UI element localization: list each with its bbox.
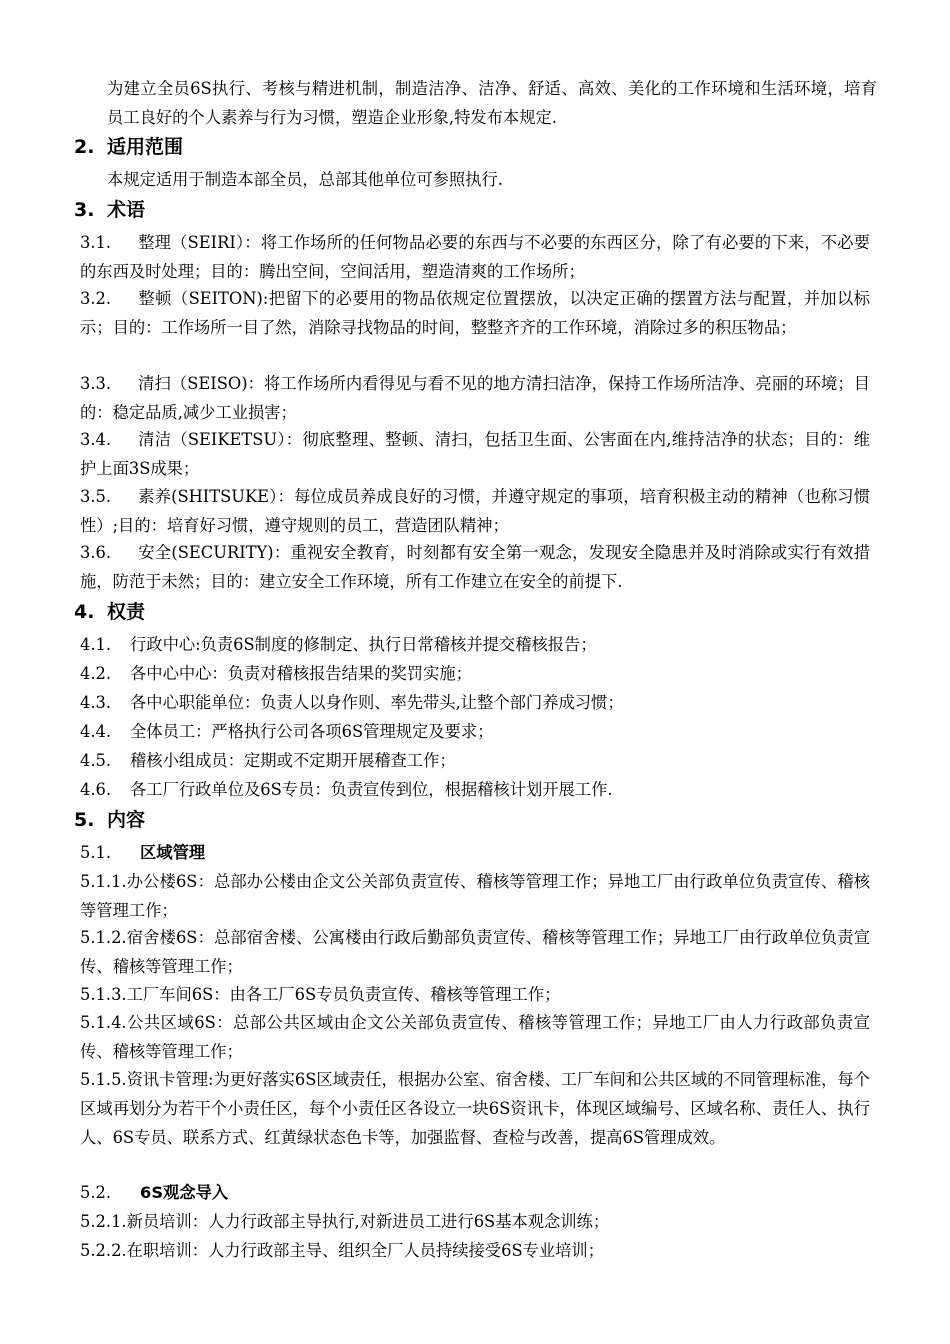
responsibility-item — [80, 659, 870, 688]
subsection-title: 区域管理 — [140, 843, 206, 862]
term-item — [80, 284, 870, 342]
term-item — [80, 369, 870, 427]
responsibility-item — [80, 717, 870, 746]
subsection-5-1-heading — [80, 838, 870, 867]
responsibility-item — [80, 775, 870, 804]
item-number: 5.1.2. — [80, 928, 127, 947]
intro-paragraph: 为建立全员6S执行、考核与精进机制，制造洁净、洁净、舒适、高效、美化的工作环境和生活环境，培育员工良好的个人素养与行为习惯，塑造企业形象,特发布本规定. — [107, 79, 877, 127]
item-text: 全体员工：严格执行公司各项6S管理规定及要求； — [130, 722, 494, 741]
content-item — [80, 867, 870, 925]
responsibility-item — [80, 688, 870, 717]
section-number: 4. — [74, 601, 95, 623]
item-text: 在职培训：人力行政部主导、组织全厂人员持续接受6S专业培训； — [126, 1241, 605, 1260]
subsection-number: 5.1. — [80, 843, 112, 862]
item-text: 清洁（SEIKETSU）：彻底整理、整顿、清扫，包括卫生面、公害面在内,维持洁净的状态；目的：维护上面3S成果； — [80, 430, 870, 478]
content-item — [80, 980, 870, 1009]
item-text: 清扫（SEISO)：将工作场所内看得见与看不见的地方清扫洁净，保持工作场所洁净、亮丽的环境；目的：稳定品质,减少工业损害； — [80, 374, 870, 422]
item-number: 3.1. — [80, 233, 112, 252]
content-item — [80, 923, 870, 981]
subsection-5-2-heading — [80, 1178, 870, 1207]
section-title: 权责 — [107, 601, 146, 623]
item-number: 5.1.4. — [80, 1013, 127, 1032]
section-title: 适用范围 — [107, 136, 184, 158]
item-text: 各中心中心：负责对稽核报告结果的奖罚实施； — [130, 664, 472, 683]
section-number: 2. — [74, 136, 95, 158]
section-number: 5. — [74, 809, 95, 831]
section-5-heading — [74, 806, 145, 834]
section-4-heading — [74, 598, 145, 626]
term-item — [80, 425, 870, 483]
item-number: 4.2. — [80, 664, 112, 683]
item-number: 4.5. — [80, 751, 112, 770]
content-item — [80, 1236, 870, 1265]
item-number: 4.6. — [80, 780, 112, 799]
item-text: 稽核小组成员：定期或不定期开展稽查工作； — [130, 751, 456, 770]
item-number: 3.2. — [80, 289, 112, 308]
section-number: 3. — [74, 199, 95, 221]
item-text: 新员培训：人力行政部主导执行,对新进员工进行6S基本观念训练； — [126, 1212, 610, 1231]
section-3-heading — [74, 196, 145, 224]
item-number: 5.1.3. — [80, 985, 127, 1004]
content-item — [80, 1008, 870, 1066]
item-text: 公共区域6S：总部公共区域由企文公关部负责宣传、稽核等管理工作；异地工厂由人力行政部负责宣传、稽核等管理工作； — [80, 1013, 870, 1061]
item-number: 3.4. — [80, 430, 112, 449]
item-text: 行政中心:负责6S制度的修制定、执行日常稽核并提交稽核报告； — [130, 635, 597, 654]
term-item — [80, 538, 870, 596]
subsection-title: 6S观念导入 — [140, 1183, 229, 1202]
section-2-heading — [74, 133, 183, 161]
item-text: 各中心职能单位：负责人以身作则、率先带头,让整个部门养成习惯； — [130, 693, 624, 712]
item-text: 各工厂行政单位及6S专员：负责宣传到位，根据稽核计划开展工作. — [130, 780, 613, 799]
item-number: 5.2.1. — [80, 1212, 127, 1231]
responsibility-item — [80, 630, 870, 659]
item-number: 5.1.5. — [80, 1070, 127, 1089]
item-number: 3.5. — [80, 487, 112, 506]
term-item — [80, 228, 870, 286]
item-text: 整理（SEIRI）：将工作场所的任何物品必要的东西与不必要的东西区分，除了有必要的下来，不必要的东西及时处理；目的：腾出空间，空间活用，塑造清爽的工作场所； — [80, 233, 870, 281]
item-number: 4.3. — [80, 693, 112, 712]
item-number: 4.4. — [80, 722, 112, 741]
responsibility-item — [80, 746, 870, 775]
item-text: 整顿（SEITON):把留下的必要用的物品依规定位置摆放，以决定正确的摆置方法与配置，并加以标示；目的：工作场所一目了然，消除寻找物品的时间，整整齐齐的工作环境，消除过多的积压物品； — [80, 289, 870, 337]
content-item — [80, 1065, 870, 1152]
section-title: 内容 — [107, 809, 146, 831]
item-text: 安全(SECURITY)：重视安全教育，时刻都有安全第一观念，发现安全隐患并及时消除或实行有效措施，防范于未然；目的：建立安全工作环境，所有工作建立在安全的前提下. — [80, 543, 870, 591]
item-text: 素养(SHITSUKE）：每位成员养成良好的习惯，并遵守规定的事项，培育积极主动的精神（也称习惯性）;目的：培育好习惯，遵守规则的员工，营造团队精神； — [80, 487, 870, 535]
section-title: 术语 — [107, 199, 146, 221]
scope-paragraph: 本规定适用于制造本部全员，总部其他单位可参照执行. — [107, 170, 503, 189]
item-number: 4.1. — [80, 635, 112, 654]
item-number: 3.6. — [80, 543, 112, 562]
term-item — [80, 482, 870, 540]
item-number: 3.3. — [80, 374, 112, 393]
content-item — [80, 1207, 870, 1236]
subsection-number: 5.2. — [80, 1183, 112, 1202]
item-text: 宿舍楼6S：总部宿舍楼、公寓楼由行政后勤部负责宣传、稽核等管理工作；异地工厂由行政单位负责宣传、稽核等管理工作； — [80, 928, 870, 976]
item-text: 办公楼6S：总部办公楼由企文公关部负责宣传、稽核等管理工作；异地工厂由行政单位负责宣传、稽核等管理工作； — [80, 872, 870, 920]
item-number: 5.1.1. — [80, 872, 127, 891]
item-number: 5.2.2. — [80, 1241, 127, 1260]
item-text: 资讯卡管理:为更好落实6S区域责任，根据办公室、宿舍楼、工厂车间和公共区域的不同管理标准，每个区域再划分为若干个小责任区，每个小责任区各设立一块6S资讯卡，体现区域编号、区域名称、责任人、执行人、6S专员、联系方式、红黄绿状态色卡等，加强监督、查检与改善，提高6S管理成效。 — [80, 1070, 870, 1147]
item-text: 工厂车间6S：由各工厂6S专员负责宣传、稽核等管理工作； — [126, 985, 561, 1004]
